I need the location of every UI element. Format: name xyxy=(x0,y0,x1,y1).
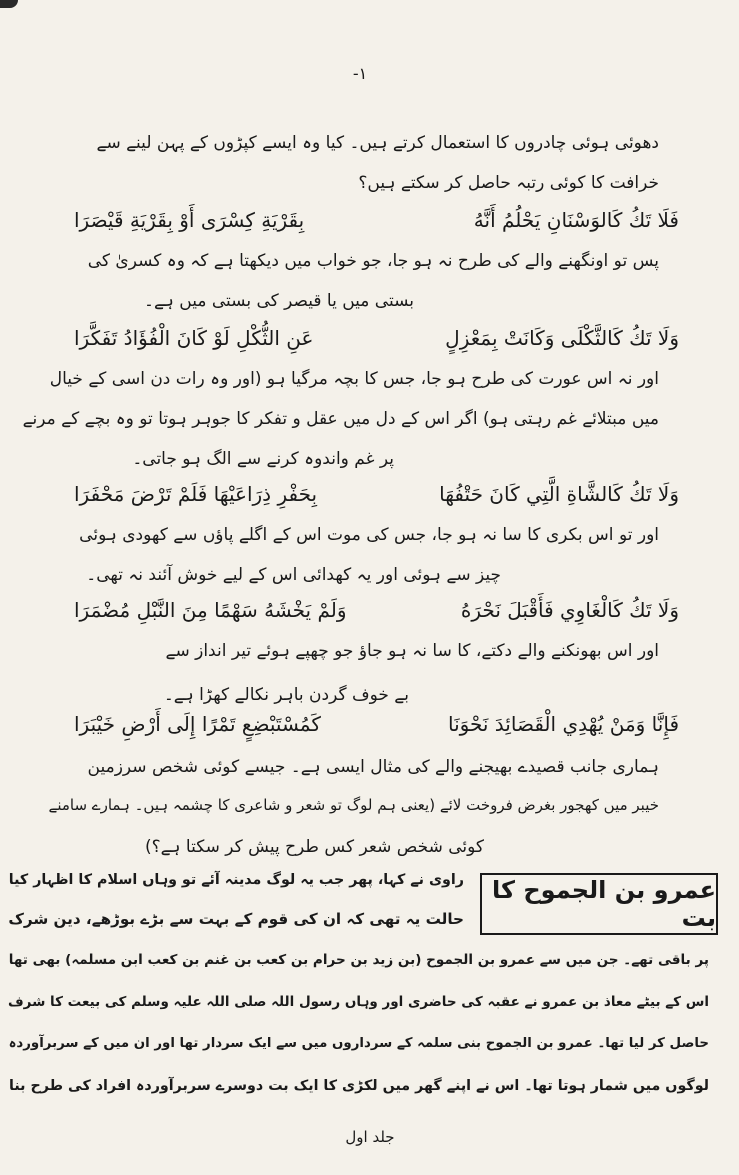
translation-line: میں مبتلائے غم رہتی ہو) اگر اس کے دل میں عقل و تفکر کا جوہر ہوتا تو وہ بچے کے مرنے xyxy=(22,409,659,429)
translation-line: چیز سے ہوئی اور یہ کھدائی اس کے لیے خوش آئند نہ تھی۔ xyxy=(86,565,501,585)
paragraph-line: اس کے بیٹے معاذ بن عمرو نے عقبہ کی حاضری اور وہاں رسول اللہ صلی اللہ علیہ وسلم کی بیعت کا شرف xyxy=(8,994,709,1010)
translation-line: اور نہ اس عورت کی طرح ہو جا، جس کا بچہ مرگیا ہو (اور وہ رات دن اسی کے خیال xyxy=(49,369,659,389)
section-heading-box xyxy=(480,873,718,935)
section-heading: عمرو بن الجموح کا بت xyxy=(492,876,716,932)
verse-hemistich-left: بِحَفْرِ ذِرَاعَيْهَا فَلَمْ تَرْضَ مَحْفَرَا xyxy=(74,482,318,506)
verse-hemistich-right: فَإِنَّا وَمَنْ يُهْدِي الْقَصَائِدَ نَحْوَنَا xyxy=(447,712,679,736)
verse-hemistich-left: عَنِ الثُّكْلِ لَوْ كَانَ الْفُؤَادُ تَفَكَّرَا xyxy=(74,326,314,350)
footer-volume: جلد اول xyxy=(345,1128,395,1146)
verse-hemistich-left: وَلَمْ يَخْشَهُ سَهْمًا مِنَ النَّبْلِ مُضْمَرَا xyxy=(74,598,347,622)
scan-corner-mark xyxy=(0,0,18,8)
paragraph-line: خرافت کا کوئی رتبہ حاصل کر سکتے ہیں؟ xyxy=(358,173,659,193)
translation-line: بستی میں یا قیصر کی بستی میں ہے۔ xyxy=(143,291,414,311)
paragraph-line: راوی نے کہا، پھر جب یہ لوگ مدینہ آئے تو وہاں اسلام کا اظہار کیا xyxy=(8,872,464,888)
verse-hemistich-left: بِقَرْيَةِ كِسْرَى أَوْ بِقَرْيَةِ قَيْصَرَا xyxy=(74,208,305,232)
paragraph-line: حالت یہ تھی کہ ان کی قوم کے بہت سے بڑے بوڑھے، دین شرک xyxy=(8,910,464,928)
verse-hemistich-left: كَمُسْتَبْضِعٍ تَمْرًا إِلَى أَرْضِ خَيْبَرَا xyxy=(74,712,321,736)
translation-line: خیبر میں کھجور بغرض فروخت لائے (یعنی ہم لوگ تو شعر و شاعری کا چشمہ ہیں۔ ہمارے سامنے xyxy=(48,796,659,814)
verse-hemistich-right: وَلَا تَكُ كَالثَّكْلَى وَكَانَتْ بِمَعْزِلٍ xyxy=(445,326,679,350)
translation-line: پر غم واندوہ کرنے سے الگ ہو جاتی۔ xyxy=(132,449,394,469)
verse-hemistich-right: وَلَا تَكُ كَالشَّاةِ الَّتِي كَانَ حَتْفُهَا xyxy=(439,482,679,506)
paragraph-line: حاصل کر لیا تھا۔ عمرو بن الجموح بنی سلمہ کے سرداروں میں سے ایک سردار تھا اور ان میں کے سربرآوردہ xyxy=(8,1036,709,1051)
paragraph-line: لوگوں میں شمار ہوتا تھا۔ اس نے اپنے گھر میں لکڑی کا ایک بت دوسرے سربرآوردہ افراد کی طرح بنا xyxy=(8,1078,709,1094)
translation-line: پس تو اونگھنے والے کی طرح نہ ہو جا، جو خواب میں دیکھتا ہے کہ وہ کسریٰ کی xyxy=(87,251,659,271)
translation-line: بے خوف گردن باہر نکالے کھڑا ہے۔ xyxy=(163,685,409,705)
verse-hemistich-right: فَلَا تَكُ كَالوَسْنَانِ يَحْلُمُ أَنَّهُ xyxy=(473,208,679,232)
translation-line: ہماری جانب قصیدے بھیجنے والے کی مثال ایسی ہے۔ جیسے کوئی شخص سرزمین xyxy=(87,757,659,777)
paragraph-line: پر باقی تھے۔ جن میں سے عمرو بن الجموح (بن زید بن حرام بن کعب بن غنم بن کعب ابن مسلمہ) بھی تھا xyxy=(8,952,709,968)
page-number: -۱ xyxy=(352,64,368,83)
translation-line: کوئی شخص شعر کس طرح پیش کر سکتا ہے؟) xyxy=(144,837,484,857)
translation-line: اور اس بھونکنے والے دکتے، کا سا نہ ہو جاؤ جو چھپے ہوئے تیر انداز سے xyxy=(165,641,659,661)
paragraph-line: دھوئی ہوئی چادروں کا استعمال کرتے ہیں۔ کیا وہ ایسے کپڑوں کے پہن لینے سے xyxy=(96,133,659,153)
verse-hemistich-right: وَلَا تَكُ كَالْغَاوِي فَأَقْبَلَ نَحْرَهُ xyxy=(460,598,679,622)
translation-line: اور تو اس بکری کا سا نہ ہو جا، جس کی موت اس کے اگلے پاؤں سے کھودی ہوئی xyxy=(79,525,659,545)
